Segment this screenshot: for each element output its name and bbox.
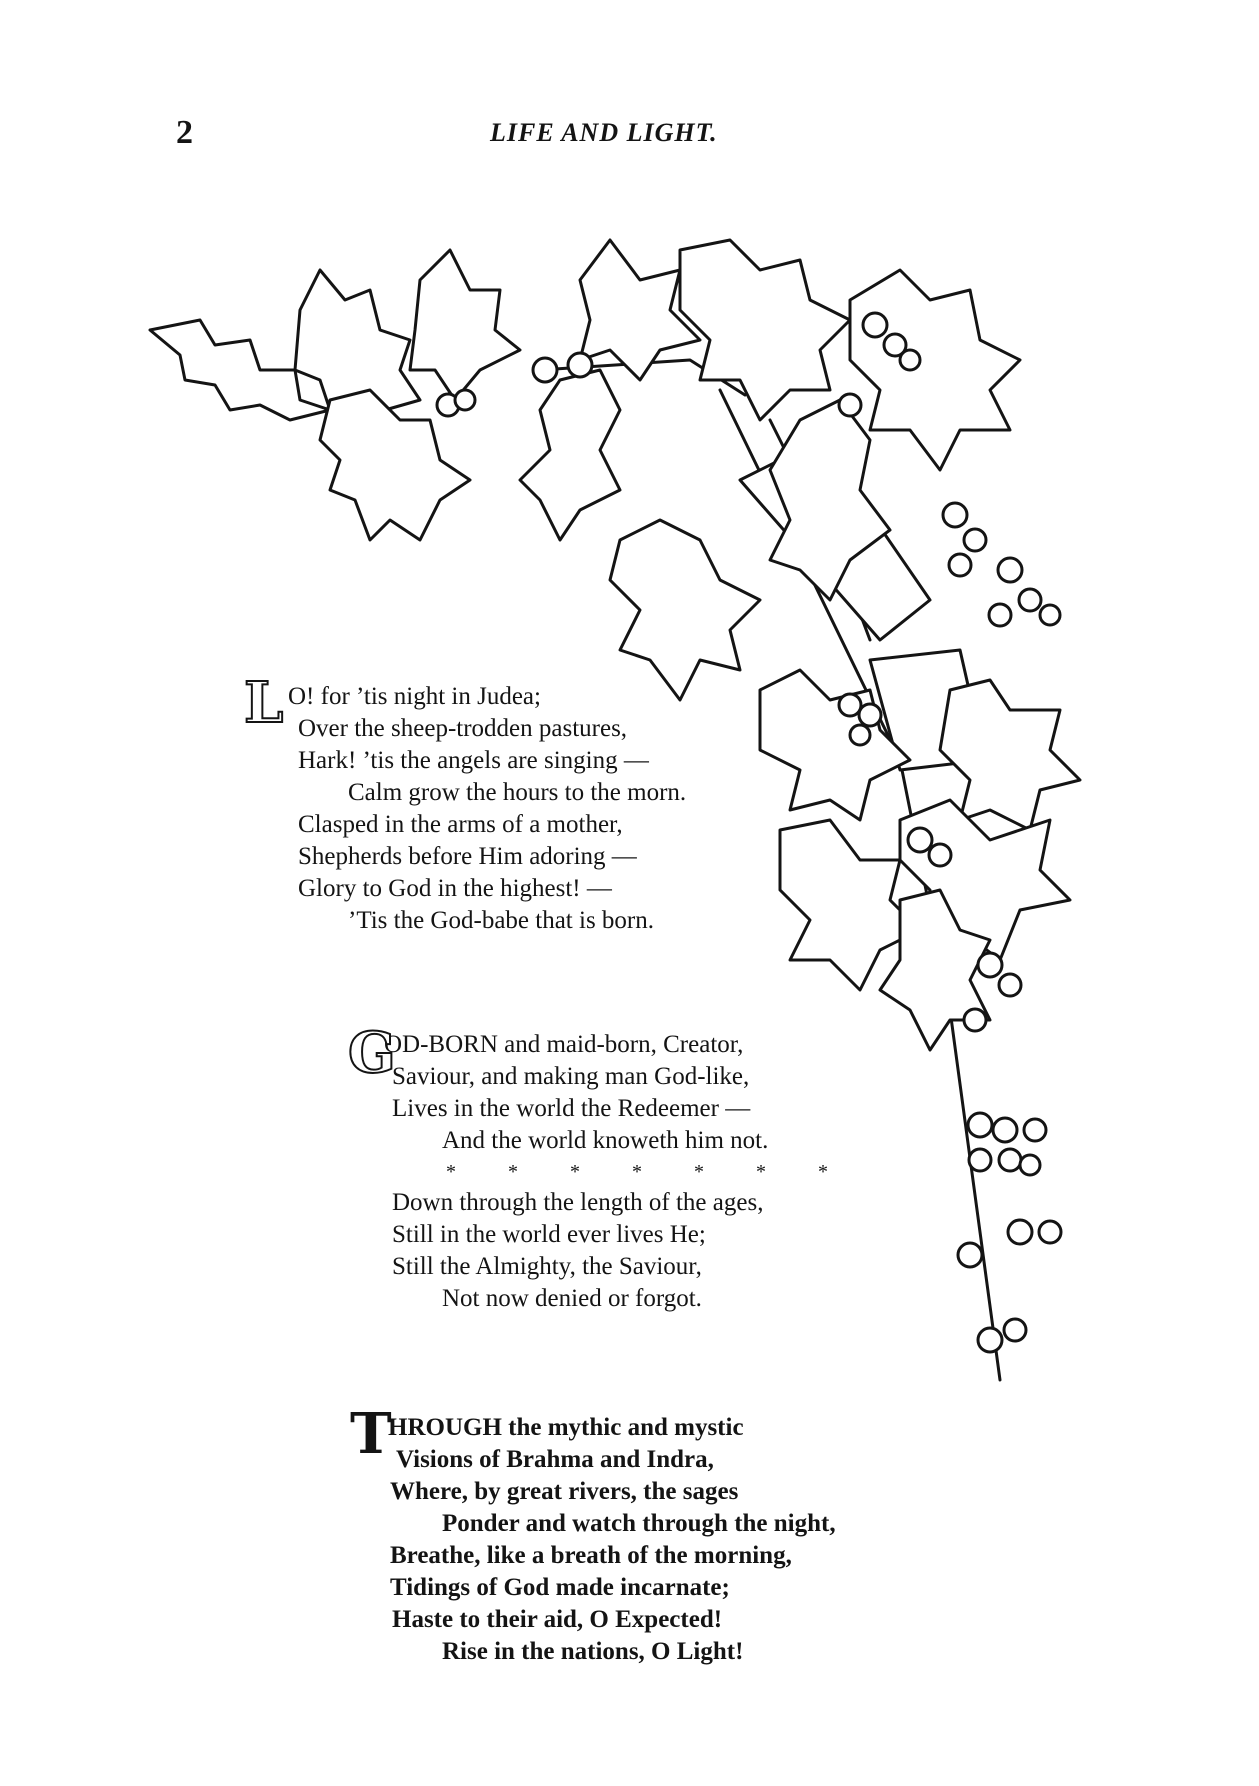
- drop-cap: G: [348, 1020, 396, 1086]
- poem-line: And the world knoweth him not.: [442, 1127, 769, 1154]
- poem-line: ’Tis the God-babe that is born.: [348, 907, 654, 934]
- holly-berry: [989, 604, 1011, 626]
- holly-berry: [993, 1118, 1017, 1142]
- holly-berry: [839, 394, 861, 416]
- poem-line: Down through the length of the ages,: [392, 1189, 764, 1216]
- holly-leaf: [295, 270, 420, 410]
- poem-line: O! for ’tis night in Judea;: [288, 683, 541, 710]
- holly-berry: [958, 1243, 982, 1267]
- holly-leaf: [850, 270, 1020, 470]
- drop-cap: T: [350, 1401, 392, 1467]
- holly-berry: [1040, 605, 1060, 625]
- poem-line: Rise in the nations, O Light!: [442, 1638, 744, 1665]
- ornament-star: *: [756, 1161, 766, 1183]
- holly-berry: [968, 1113, 992, 1137]
- holly-berry: [533, 358, 557, 382]
- holly-berry: [943, 503, 967, 527]
- poem-line: Not now denied or forgot.: [442, 1285, 702, 1312]
- stanza-1: [244, 670, 687, 937]
- poem-line: Tidings of God made incarnate;: [390, 1574, 730, 1601]
- poem-line: OD-BORN and maid-born, Creator,: [384, 1031, 744, 1058]
- poem-line: Haste to their aid, O Expected!: [392, 1606, 723, 1633]
- poem-line: Over the sheep-trodden pastures,: [298, 715, 628, 742]
- holly-berry: [863, 313, 887, 337]
- running-title: LIFE AND LIGHT.: [490, 118, 718, 147]
- holly-berry: [908, 828, 932, 852]
- holly-berry: [964, 1009, 986, 1031]
- poem-line: Lives in the world the Redeemer —: [392, 1095, 751, 1122]
- poem-line: Hark! ’tis the angels are singing —: [298, 747, 649, 774]
- holly-berry: [1039, 1221, 1061, 1243]
- holly-berry: [839, 694, 861, 716]
- poem-line: Where, by great rivers, the sages: [390, 1478, 739, 1505]
- ornament-star: *: [446, 1161, 456, 1183]
- holly-berry: [949, 554, 971, 576]
- poem-line: Saviour, and making man God-like,: [392, 1063, 750, 1090]
- holly-berry: [1020, 1155, 1040, 1175]
- holly-berry: [1019, 589, 1041, 611]
- holly-berry: [999, 974, 1021, 996]
- holly-leaf: [410, 250, 520, 400]
- poem-line: Ponder and watch through the night,: [442, 1510, 836, 1537]
- ornament-star: *: [570, 1161, 580, 1183]
- holly-berry: [455, 390, 475, 410]
- holly-berry: [900, 350, 920, 370]
- holly-berry: [978, 953, 1002, 977]
- ornament-star: *: [508, 1161, 518, 1183]
- holly-berry: [1008, 1220, 1032, 1244]
- stanza-2: [348, 1020, 880, 1315]
- holly-leaf: [520, 370, 620, 540]
- holly-berry: [978, 1328, 1002, 1352]
- poem-line: Calm grow the hours to the morn.: [348, 779, 687, 806]
- poem-line: Glory to God in the highest! —: [298, 875, 612, 902]
- page-number: 2: [176, 114, 193, 151]
- holly-berry: [929, 844, 951, 866]
- poem-line: Still the Almighty, the Saviour,: [392, 1253, 702, 1280]
- holly-berry: [850, 725, 870, 745]
- holly-leaf: [940, 680, 1080, 830]
- poem-line: Still in the world ever lives He;: [392, 1221, 706, 1248]
- holly-berry: [999, 1149, 1021, 1171]
- ornament-row: [352, 1157, 880, 1187]
- poem-line: Breathe, like a breath of the morning,: [390, 1542, 792, 1569]
- ornament-star: *: [632, 1161, 642, 1183]
- holly-berry: [964, 529, 986, 551]
- holly-berry: [568, 353, 592, 377]
- holly-berry: [1004, 1319, 1026, 1341]
- drop-cap: L: [244, 670, 284, 736]
- holly-berry: [969, 1149, 991, 1171]
- holly-berry: [859, 704, 881, 726]
- poem-line: Clasped in the arms of a mother,: [298, 811, 623, 838]
- ornament-star: *: [818, 1161, 828, 1183]
- holly-berry: [998, 558, 1022, 582]
- holly-berry: [1024, 1119, 1046, 1141]
- stanza-3: [350, 1401, 836, 1668]
- holly-leaf: [680, 240, 850, 420]
- holly-leaf: [610, 520, 760, 700]
- poem-line: Shepherds before Him adoring —: [298, 843, 637, 870]
- poem-line: HROUGH the mythic and mystic: [388, 1414, 744, 1441]
- poem-line: Visions of Brahma and Indra,: [396, 1446, 714, 1473]
- ornament-star: *: [694, 1161, 704, 1183]
